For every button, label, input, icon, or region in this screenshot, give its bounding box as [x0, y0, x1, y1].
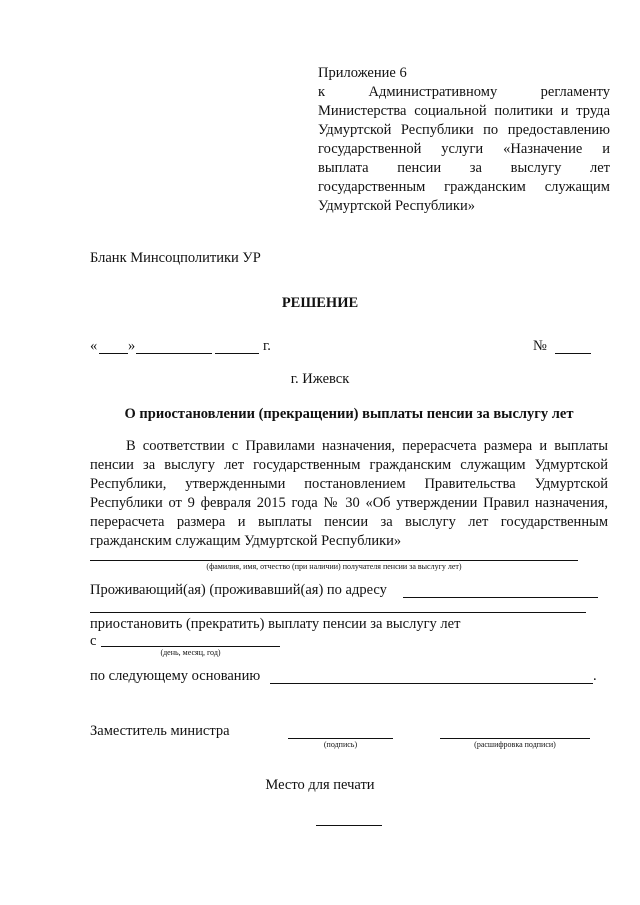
- date-open-quote: «: [90, 338, 98, 354]
- body-line: гражданским служащим Удмуртской Республики»: [90, 533, 402, 549]
- day-field-line[interactable]: [99, 353, 128, 354]
- from-label: с: [90, 633, 97, 649]
- appendix-line: государственным гражданским служащим: [318, 179, 610, 195]
- decoding-caption: (расшифровка подписи): [474, 740, 556, 749]
- year-suffix: г.: [263, 338, 271, 354]
- appendix-block: [318, 64, 610, 216]
- appendix-line: к Административному регламенту: [318, 84, 610, 100]
- closing-line: [316, 825, 382, 826]
- number-field-line[interactable]: [555, 353, 591, 354]
- year-field-line[interactable]: [215, 353, 259, 354]
- decision-title: РЕШЕНИЕ: [281, 295, 359, 311]
- address-field-line[interactable]: [403, 597, 598, 598]
- residing-label: Проживающий(ая) (проживавший(ая) по адресу: [90, 582, 387, 598]
- appendix-line: Министерства социальной политики и труда: [318, 103, 610, 119]
- number-label: №: [533, 338, 547, 354]
- suspend-text: приостановить (прекратить) выплату пенсии за выслугу лет: [90, 616, 461, 632]
- address-continuation-line[interactable]: [90, 612, 586, 613]
- blank-label: Бланк Минсоцполитики УР: [90, 250, 261, 266]
- appendix-line: выплата пенсии за выслугу лет: [318, 160, 610, 176]
- body-line: Республики, утвержденными постановлением Правительства Удмуртской: [90, 476, 608, 492]
- appendix-line: Удмуртской Республики»: [318, 198, 475, 214]
- appendix-line: Удмуртской Республики по предоставлению: [318, 122, 610, 138]
- date-close-quote: »: [128, 338, 136, 354]
- body-paragraph: [90, 437, 608, 551]
- subject-heading: О приостановлении (прекращении) выплаты пенсии за выслугу лет: [124, 406, 574, 422]
- body-line: Республики от 9 февраля 2015 года № 30 «Об утверждении Правил назначения,: [90, 495, 608, 511]
- recipient-field-line[interactable]: [90, 560, 578, 561]
- month-field-line[interactable]: [136, 353, 212, 354]
- body-line: перерасчета размера и выплаты пенсии за выслугу лет государственным: [90, 514, 608, 530]
- appendix-line: государственной услуги «Назначение и: [318, 141, 610, 157]
- signatory-title: Заместитель министра: [90, 723, 230, 739]
- body-line: В соответствии с Правилами назначения, перерасчета размера и выплаты: [126, 438, 608, 454]
- decoding-field-line[interactable]: [440, 738, 590, 739]
- recipient-caption: (фамилия, имя, отчество (при наличии) получателя пенсии за выслугу лет): [206, 562, 462, 571]
- basis-label: по следующему основанию: [90, 668, 261, 684]
- appendix-line: Приложение 6: [318, 65, 407, 81]
- basis-end: .: [593, 668, 597, 684]
- basis-field-line[interactable]: [270, 683, 593, 684]
- seal-place: Место для печати: [265, 777, 375, 793]
- city: г. Ижевск: [290, 371, 350, 387]
- date-from-field-line[interactable]: [101, 646, 280, 647]
- signature-field-line[interactable]: [288, 738, 393, 739]
- signature-caption: (подпись): [323, 740, 358, 749]
- date-caption: (день, месяц, год): [160, 648, 221, 657]
- body-line: пенсии за выслугу лет государственным гражданским служащим Удмуртской: [90, 457, 608, 473]
